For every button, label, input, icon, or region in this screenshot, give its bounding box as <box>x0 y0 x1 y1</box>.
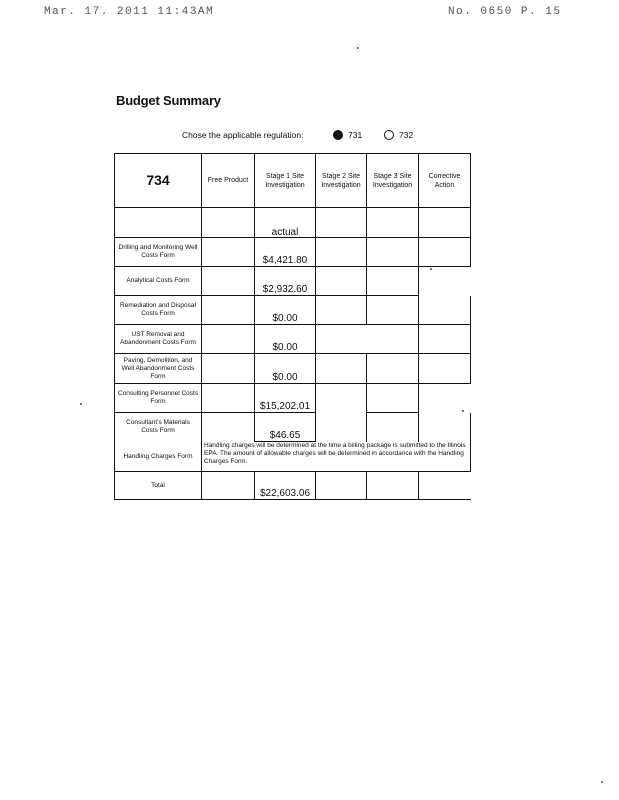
regulation-selector <box>182 130 482 144</box>
table-cell <box>367 296 419 325</box>
row-label: Remediation and Disposal Costs Form <box>115 296 202 325</box>
column-header: Stage 1 Site Investigation <box>255 154 316 208</box>
column-header: Free Product <box>202 154 255 208</box>
column-header: Stage 3 Site Investigation <box>367 154 419 208</box>
table-cell <box>367 325 419 354</box>
column-header: Stage 2 Site Investigation <box>316 154 367 208</box>
table-header-row <box>115 154 471 208</box>
table-row <box>115 238 471 267</box>
table-cell <box>367 472 419 500</box>
column-header: Corrective Action <box>419 154 471 208</box>
table-cell <box>316 238 367 267</box>
radio-label-732: 732 <box>399 130 414 140</box>
stage1-amount[interactable]: $2,932.60 <box>255 267 316 296</box>
table-cell <box>202 238 255 267</box>
table-cell <box>202 413 255 442</box>
table-cell <box>367 354 419 384</box>
page-title: Budget Summary <box>116 93 221 108</box>
stage1-amount[interactable]: $0.00 <box>255 354 316 384</box>
table-cell <box>202 384 255 413</box>
table-cell <box>419 354 471 384</box>
handling-note: Handling charges will be determined at the time a billing package is submitted to the Illinois EPA. The amount of allowable charges will be determined in accordance with the Handling Charges Form. <box>202 442 471 472</box>
table-cell <box>419 472 471 500</box>
table-cell <box>316 354 367 384</box>
regulation-prompt: Chose the applicable regulation: <box>182 130 304 140</box>
scan-speck <box>430 268 432 270</box>
table-cell <box>419 325 471 354</box>
regulation-number: 734 <box>115 154 202 208</box>
row-label: Consulting Personnel Costs Form <box>115 384 202 413</box>
total-amount[interactable]: $22,603.06 <box>255 472 316 500</box>
table-cell <box>419 208 471 238</box>
row-label: Drilling and Monitoring Well Costs Form <box>115 238 202 267</box>
table-row <box>115 325 471 354</box>
table-cell <box>367 208 419 238</box>
radio-732[interactable] <box>384 130 394 140</box>
stage1-amount[interactable]: $15,202.01 <box>255 384 316 413</box>
table-cell <box>316 267 367 296</box>
table-cell <box>202 325 255 354</box>
actual-label: actual <box>255 208 316 238</box>
table-cell <box>202 354 255 384</box>
stage1-amount[interactable]: $4,421.80 <box>255 238 316 267</box>
table-cell <box>419 267 471 296</box>
total-row <box>115 472 471 500</box>
table-cell <box>202 267 255 296</box>
table-cell <box>419 238 471 267</box>
table-row <box>115 384 471 413</box>
table-cell <box>367 384 419 413</box>
stage1-amount[interactable]: $0.00 <box>255 325 316 354</box>
scan-speck <box>462 410 464 412</box>
table-row <box>115 354 471 384</box>
scan-speck <box>357 47 359 49</box>
table-row <box>115 208 471 238</box>
table-cell <box>316 472 367 500</box>
handling-row <box>115 442 471 472</box>
fax-header-right: No. 0650 P. 15 <box>448 6 562 18</box>
row-label: Handling Charges Form <box>115 442 202 472</box>
table-cell <box>367 238 419 267</box>
radio-731[interactable] <box>333 130 343 140</box>
table-cell <box>316 208 367 238</box>
row-label: Analytical Costs Form <box>115 267 202 296</box>
table-cell <box>419 296 471 325</box>
table-cell <box>367 267 419 296</box>
row-label: Paving, Demolition, and Well Abandonment Costs Form <box>115 354 202 384</box>
scan-speck <box>80 403 82 405</box>
table-cell <box>419 413 471 442</box>
stage1-amount[interactable]: $46.65 <box>255 413 316 442</box>
row-label: UST Removal and Abandonment Costs Form <box>115 325 202 354</box>
total-label: Total <box>115 472 202 500</box>
table-row <box>115 267 471 296</box>
table-cell <box>115 208 202 238</box>
table-cell <box>316 413 367 442</box>
table-cell <box>367 413 419 442</box>
table-cell <box>316 325 367 354</box>
stage1-amount[interactable]: $0.00 <box>255 296 316 325</box>
table-cell <box>202 472 255 500</box>
radio-label-731: 731 <box>348 130 363 140</box>
table-row <box>115 296 471 325</box>
table-row <box>115 413 471 442</box>
scan-speck <box>601 781 603 783</box>
table-cell <box>316 384 367 413</box>
table-cell <box>419 384 471 413</box>
table-cell <box>316 296 367 325</box>
table-cell <box>202 296 255 325</box>
table-cell <box>202 208 255 238</box>
row-label: Consultant's Materials Costs Form <box>115 413 202 442</box>
fax-header-left: Mar. 17. 2011 11:43AM <box>44 6 215 18</box>
budget-table <box>114 153 471 500</box>
